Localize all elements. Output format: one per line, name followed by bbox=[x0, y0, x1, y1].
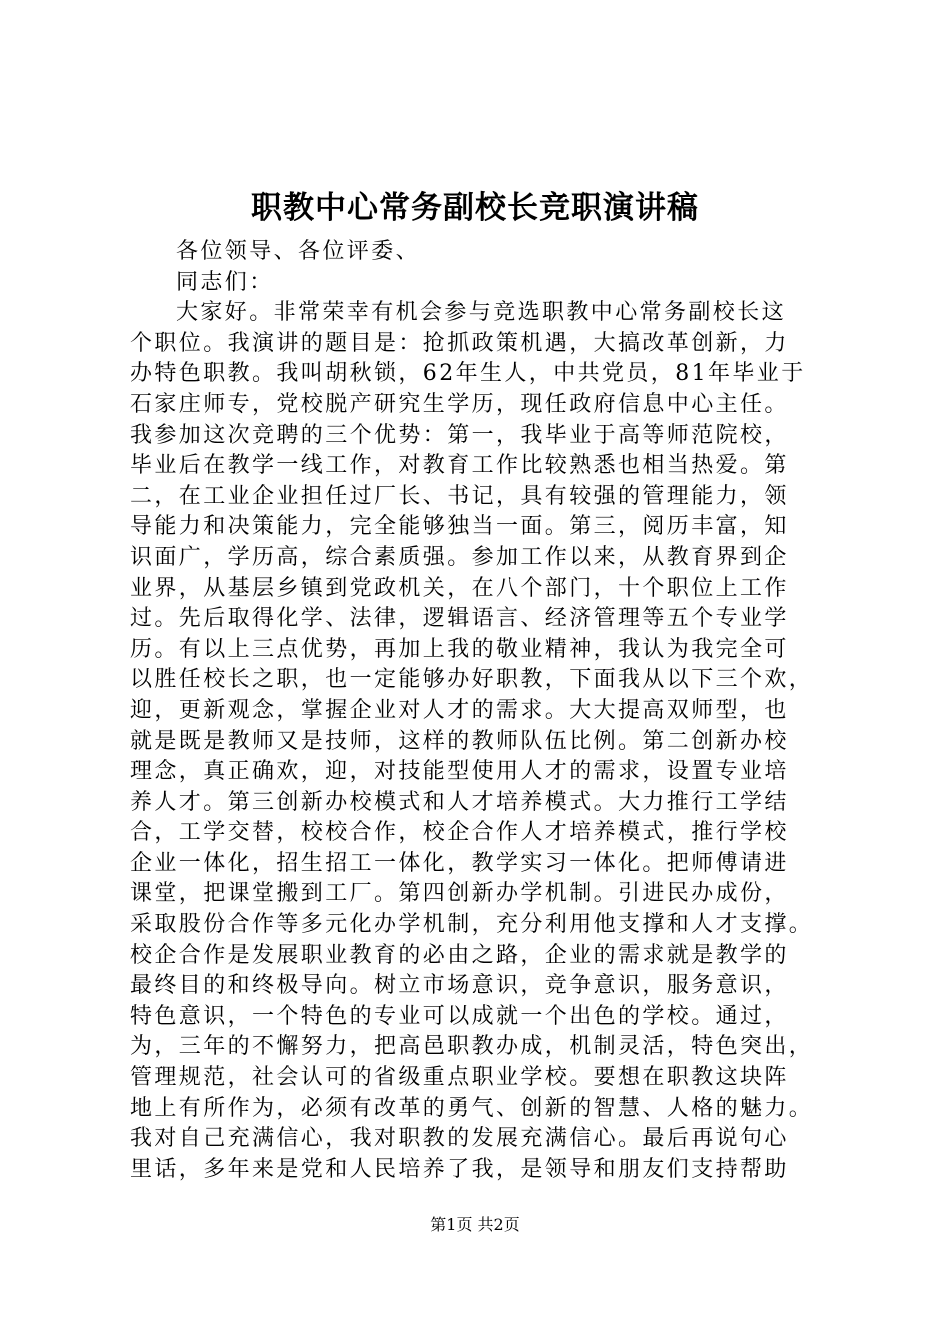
paragraph-line: 为，三年的不懈努力，把高邑职教办成，机制灵活，特色突出， bbox=[130, 1034, 814, 1060]
paragraph-line: 办特色职教。我叫胡秋锁，62年生人，中共党员，81年毕业于 bbox=[130, 361, 806, 387]
paragraph-line: 导能力和决策能力，完全能够独当一面。第三，阅历丰富，知 bbox=[130, 514, 789, 540]
paragraph-line: 以胜任校长之职，也一定能够办好职教，下面我从以下三个欢， bbox=[130, 667, 814, 693]
paragraph-line: 我对自己充满信心，我对职教的发展充满信心。最后再说句心 bbox=[130, 1126, 789, 1152]
greeting-line: 各位领导、各位评委、 bbox=[176, 239, 421, 264]
paragraph-line: 历。有以上三点优势，再加上我的敬业精神，我认为我完全可 bbox=[130, 636, 789, 662]
paragraph-line: 管理规范，社会认可的省级重点职业学校。要想在职教这块阵 bbox=[130, 1065, 789, 1091]
paragraph-line: 课堂，把课堂搬到工厂。第四创新办学机制。引进民办成份， bbox=[130, 881, 789, 907]
paragraph-line: 企业一体化，招生招工一体化，教学实习一体化。把师傅请进 bbox=[130, 850, 789, 876]
document-title: 职教中心常务副校长竞职演讲稿 bbox=[251, 190, 699, 226]
paragraph-line: 合，工学交替，校校合作，校企合作人才培养模式，推行学校 bbox=[130, 820, 789, 846]
document-body bbox=[130, 237, 838, 1185]
paragraph-line: 二，在工业企业担任过厂长、书记，具有较强的管理能力，领 bbox=[130, 483, 789, 509]
paragraph-line: 识面广，学历高，综合素质强。参加工作以来，从教育界到企 bbox=[130, 544, 789, 570]
paragraph-line: 就是既是教师又是技师，这样的教师队伍比例。第二创新办校 bbox=[130, 728, 789, 754]
paragraph-line: 校企合作是发展职业教育的必由之路，企业的需求就是教学的 bbox=[130, 942, 789, 968]
paragraph-line: 我参加这次竞聘的三个优势：第一，我毕业于高等师范院校， bbox=[130, 422, 789, 448]
greeting-line: 同志们： bbox=[176, 269, 274, 295]
paragraph-line: 毕业后在教学一线工作，对教育工作比较熟悉也相当热爱。第 bbox=[130, 453, 789, 479]
paragraph-line: 石家庄师专，党校脱产研究生学历，现任政府信息中心主任。 bbox=[130, 391, 789, 417]
paragraph-line: 采取股份合作等多元化办学机制，充分利用他支撑和人才支撑。 bbox=[130, 912, 814, 938]
paragraph-line: 迎，更新观念，掌握企业对人才的需求。大大提高双师型，也 bbox=[130, 697, 789, 723]
paragraph-line: 理念，真正确欢，迎，对技能型使用人才的需求，设置专业培 bbox=[130, 759, 789, 785]
paragraph-line: 个职位。我演讲的题目是：抢抓政策机遇，大搞改革创新，力 bbox=[130, 330, 789, 356]
paragraph-line: 里话，多年来是党和人民培养了我，是领导和朋友们支持帮助 bbox=[130, 1156, 789, 1182]
paragraph-line: 特色意识，一个特色的专业可以成就一个出色的学校。通过， bbox=[130, 1003, 789, 1029]
paragraph-line: 过。先后取得化学、法律，逻辑语言、经济管理等五个专业学 bbox=[130, 606, 789, 632]
page-number-footer: 第1页 共2页 bbox=[430, 1215, 520, 1234]
paragraph-line: 地上有所作为，必须有改革的勇气、创新的智慧、人格的魅力。 bbox=[130, 1095, 814, 1121]
paragraph-line: 最终目的和终极导向。树立市场意识，竞争意识，服务意识， bbox=[130, 973, 789, 999]
paragraph-line: 业界，从基层乡镇到党政机关，在八个部门，十个职位上工作 bbox=[130, 575, 789, 601]
paragraph-first-line: 大家好。非常荣幸有机会参与竞选职教中心常务副校长这 bbox=[176, 300, 787, 326]
paragraph-line: 养人才。第三创新办校模式和人才培养模式。大力推行工学结 bbox=[130, 789, 789, 815]
